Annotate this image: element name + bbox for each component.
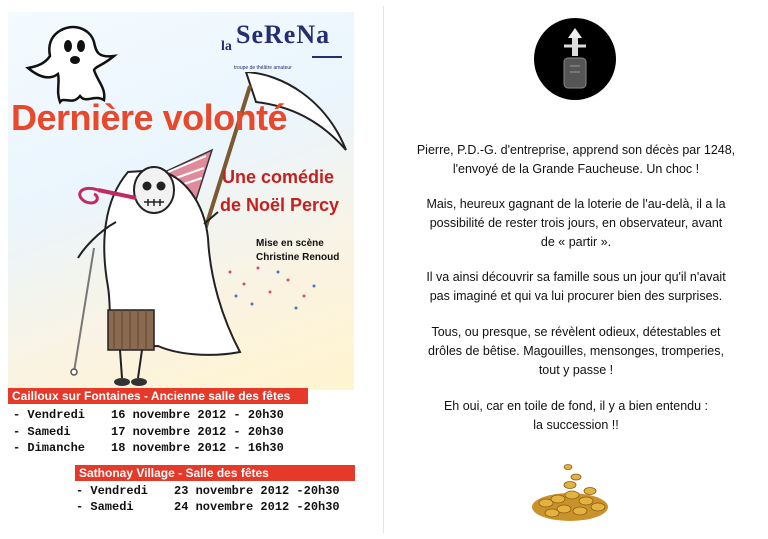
schedule-date: 24 novembre 2012 -20h30 xyxy=(174,500,340,514)
schedule-date: 23 novembre 2012 -20h30 xyxy=(174,484,340,498)
serena-logo xyxy=(218,20,353,80)
venue-heading-cailloux: Cailloux sur Fontaines - Ancienne salle des fêtes xyxy=(8,388,308,404)
synopsis-paragraph-2 xyxy=(390,195,762,252)
schedule-day: - Samedi xyxy=(76,500,134,514)
synopsis-line: Eh oui, car en toile de fond, il y a bien entendu : xyxy=(443,399,709,413)
synopsis-line: possibilité de rester trois jours, en observateur, avant xyxy=(429,216,723,230)
brand-tagline: troupe de théâtre amateur xyxy=(234,65,292,71)
schedule-day: - Samedi xyxy=(13,425,71,439)
synopsis-paragraph-4 xyxy=(390,323,762,380)
synopsis-line: l'envoyé de la Grande Faucheuse. Un choc ! xyxy=(452,162,700,176)
synopsis-line: pas imaginé et qui va lui procurer bien des surprises. xyxy=(429,289,723,303)
brand-la: la xyxy=(221,39,232,54)
synopsis-line: tout y passe ! xyxy=(538,363,614,377)
comedy-line-1: Une comédie xyxy=(222,167,335,187)
synopsis-paragraph-3 xyxy=(390,268,762,306)
schedule-day: - Vendredi xyxy=(76,484,149,498)
schedule-day: - Vendredi xyxy=(13,408,86,422)
schedule-date: 16 novembre 2012 - 20h30 xyxy=(111,408,284,422)
brand-serena: SeReNa xyxy=(236,20,331,49)
director-name: Christine Renoud xyxy=(256,252,340,263)
venue-heading-sathonay: Sathonay Village - Salle des fêtes xyxy=(75,465,355,481)
synopsis-line: drôles de bêtise. Magouilles, mensonges, tromperies, xyxy=(428,344,724,358)
schedule-day: - Dimanche xyxy=(13,441,86,455)
schedule-date: 18 novembre 2012 - 16h30 xyxy=(111,441,284,455)
gravestone-emblem-icon xyxy=(534,18,616,100)
synopsis-line: Il va ainsi découvrir sa famille sous un jour qu'il n'avait xyxy=(426,270,726,284)
play-title: Dernière volonté xyxy=(11,97,288,138)
comedy-line-2: de Noël Percy xyxy=(220,195,340,215)
synopsis-paragraph-1 xyxy=(390,141,762,179)
synopsis-line: la succession !! xyxy=(533,418,619,432)
director-label: Mise en scène xyxy=(256,238,324,249)
synopsis-line: de « partir ». xyxy=(540,235,612,249)
brand-rule xyxy=(312,56,342,58)
synopsis-line: Pierre, P.D.-G. d'entreprise, apprend son décès par 1248, xyxy=(416,143,736,157)
synopsis-paragraph-5 xyxy=(390,397,762,435)
page-divider xyxy=(383,6,384,533)
gold-coins-icon xyxy=(524,455,614,525)
schedule-date: 17 novembre 2012 - 20h30 xyxy=(111,425,284,439)
poster xyxy=(8,12,354,390)
synopsis-line: Tous, ou presque, se révèlent odieux, détestables et xyxy=(431,325,721,339)
synopsis-line: Mais, heureux gagnant de la loterie de l'au-delà, il a la xyxy=(426,197,726,211)
